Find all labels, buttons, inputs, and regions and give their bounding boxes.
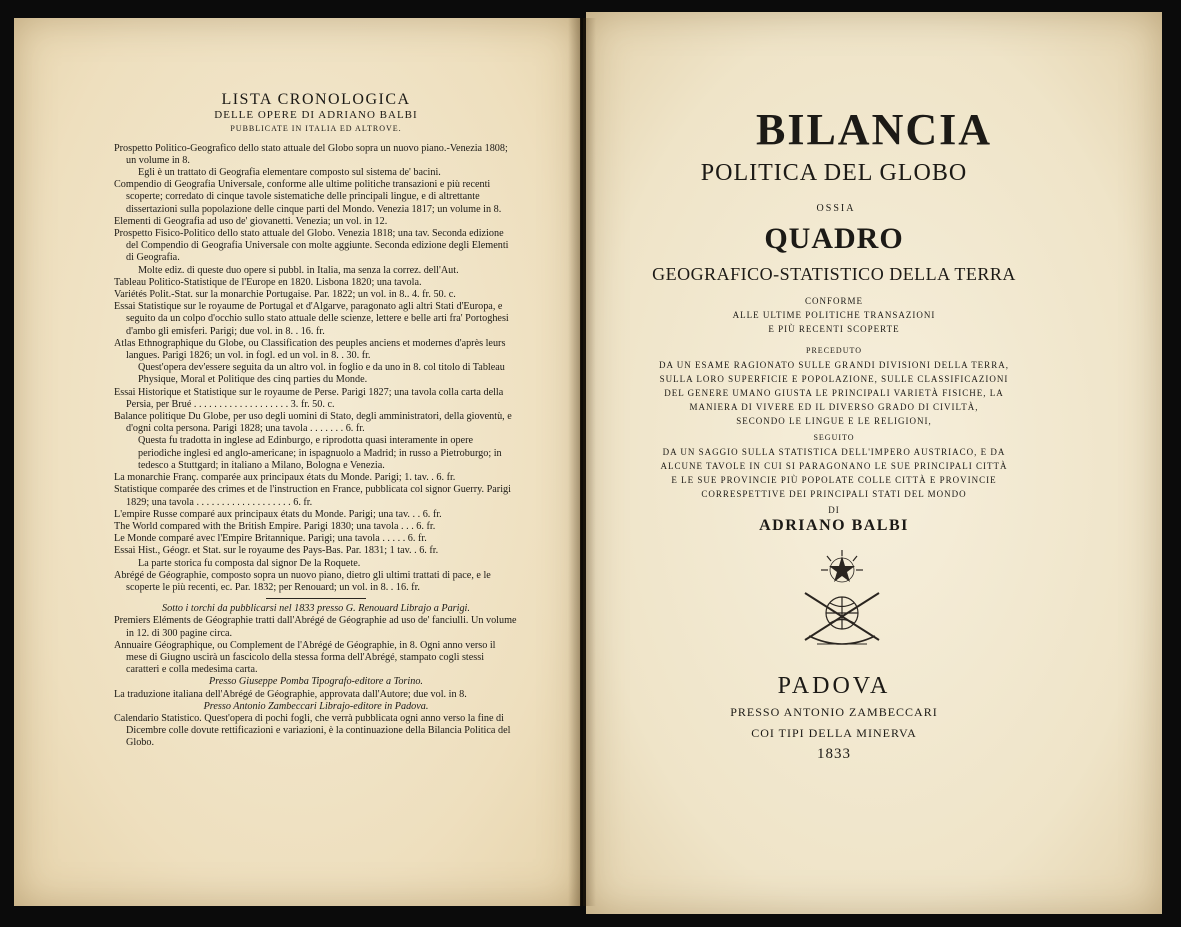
list-title: LISTA CRONOLOGICA (221, 91, 411, 108)
list-entry: Le Monde comparé avec l'Empire Britannique. Parigi; una tavola . . . . . 6. fr. (114, 533, 427, 545)
preceduto-line: DEL GENERE UMANO GIUSTA LE PRINCIPALI VARIETÀ FISICHE, LA (664, 388, 1004, 398)
list-entry: Essai Statistique sur le royaume de Portugal et d'Algarve, paragonato agli altri Stati d'Europa, e seguito da un colpo d'occhio sullo stato attuale delle scienze, lettere e belle arti fra' Portoghesi d'ambo gli emisferi. Parigi; due vol. in 8. . 16. fr. (114, 301, 509, 337)
list-entry: Essai Historique et Statistique sur le royaume de Perse. Parigi 1827; una tavola colla carta della Persia, per Brué . . . . . . . . . . . . . . . . . . . 3. fr. 50. c. (114, 386, 504, 410)
publisher-note: Presso Antonio Zambeccari Librajo-editore in Padova. (203, 700, 429, 712)
preceduto-line: SECONDO LE LINGUE E LE RELIGIONI, (736, 416, 932, 426)
chronological-list (114, 91, 518, 750)
list-note: Egli è un trattato di Geografia elementare composto sul sistema de' bacini. (138, 167, 441, 179)
seguito-label: SEGUITO (813, 433, 855, 442)
imprint-publisher: PRESSO ANTONIO ZAMBECCARI (730, 705, 938, 719)
seguito-line: ALCUNE TAVOLE IN CUI SI PARAGONANO LE SUE PRINCIPALI CITTÀ (660, 461, 1008, 471)
ossia-label: OSSIA (816, 203, 856, 214)
book-title: BILANCIA (755, 105, 993, 154)
author-name: ADRIANO BALBI (759, 517, 909, 534)
seguito-line: DA UN SAGGIO SULLA STATISTICA DELL'IMPERO AUSTRIACO, E DA (662, 447, 1006, 457)
list-note: Quest'opera dev'essere seguita da un altro vol. in foglio e da uno in 8. col titolo di Tableau Physique, Moral et Politique des cinq parties du Monde. (138, 362, 505, 386)
preceduto-line: DA UN ESAME RAGIONATO SULLE GRANDI DIVISIONI DELLA TERRA, (659, 360, 1009, 370)
list-entry: Abrégé de Géographie, composto sopra un nuovo piano, dietro gli ultimi trattati di pace, e le scoperte le più recenti, ec. Par. 1832; per Renouard; un vol. in 8. . 16. fr. (114, 569, 491, 593)
list-entry: Premiers Eléments de Géographie tratti dall'Abrégé de Géographie ad uso de' fanciulli. Un volume in 12. di 300 pagine circa. (114, 615, 517, 639)
list-subtitle-2: PUBBLICATE IN ITALIA ED ALTROVE. (230, 124, 402, 134)
imprint-printer: COI TIPI DELLA MINERVA (751, 726, 917, 740)
list-entry: The World compared with the British Empire. Parigi 1830; una tavola . . . 6. fr. (114, 520, 436, 532)
imprint-city: PADOVA (777, 673, 891, 699)
list-subtitle: DELLE OPERE DI ADRIANO BALBI (214, 109, 418, 122)
star-burst-icon (821, 550, 863, 582)
list-note: Questa fu tradotta in inglese ad Edinburgo, e riprodotta quasi interamente in opere periodiche inglesi ed anglo-americane; in ispagnuolo a Madrid; in russo a Pietroburgo; in tedesco a Stuttgard; in italiano a Milano, Bologna e Venezia. (138, 435, 502, 471)
list-entry: Prospetto Fisico-Politico dello stato attuale del Globo. Venezia 1818; una tav. Seconda edizione del Compendio di Geografia Universale con molte aggiunte. Seconda edizione degli Elementi di Geografia. (114, 228, 509, 264)
list-entry: Calendario Statistico. Quest'opera di pochi fogli, che verrà pubblicata ogni anno verso la fine di Dicembre colle dovute rettificazioni e variazioni, è la continuazione della Bilancia Politica del Globo. (114, 712, 511, 749)
list-entry: Variétés Polit.-Stat. sur la monarchie Portugaise. Par. 1822; un vol. in 8.. 4. fr. 50. c. (114, 289, 456, 301)
subtitle-quadro: QUADRO (764, 222, 904, 255)
list-entry: Annuaire Géographique, ou Complement de l'Abrégé de Géographie, in 8. Ogni anno verso il mese di Giugno uscirà un fascicolo della stessa forma dell'Abrégé, stampato cogli stessi caratteri e colla medesima carta. (114, 639, 496, 676)
seguito-line: CORRESPETTIVE DEI PRINCIPALI STATI DEL MONDO (701, 489, 967, 499)
list-entry: La monarchie Franç. comparée aux principaux états du Monde. Parigi; 1. tav. . 6. fr. (114, 472, 456, 484)
conforme-line: ALLE ULTIME POLITICHE TRANSAZIONI (732, 310, 936, 320)
imprint-year: 1833 (817, 746, 851, 762)
list-entry: Essai Hist., Géogr. et Stat. sur le royaume des Pays-Bas. Par. 1831; 1 tav. . 6. fr. (114, 545, 439, 557)
list-entry: Statistique comparée des crimes et de l'instruction en France, pubblicata col signor Guerry. Parigi 1829; una tavola . . . . . . . . . . . . . . . . . . . 6. fr. (114, 484, 511, 508)
minerva-emblem (797, 548, 887, 658)
preceduto-label: PRECEDUTO (806, 346, 862, 355)
di-label: DI (828, 505, 840, 515)
publisher-note: Sotto i torchi da pubblicarsi nel 1833 presso G. Renouard Librajo a Parigi. (162, 603, 470, 615)
list-entry: Elementi di Geografia ad uso de' giovanetti. Venezia; un vol. in 12. (114, 215, 388, 227)
list-entry: Compendio di Geografia Universale, conforme alle ultime politiche transazioni e più recenti scoperte; corredato di cinque tavole sistematiche delle principali lingue, e di altrettante dissertazioni sulla popolazione delle cinque parti del Mondo. Venezia 1817; un volume in 8. (114, 179, 502, 215)
list-entry: Atlas Ethnographique du Globe, ou Classification des peuples anciens et modernes d'après leurs langues. Parigi 1826; un vol. in fogl. ed un vol. in 8. . 30. fr. (114, 337, 506, 362)
conforme-line: E PIÙ RECENTI SCOPERTE (768, 324, 900, 334)
subtitle-geo: GEOGRAFICO-STATISTICO DELLA TERRA (652, 264, 1016, 284)
divider (266, 598, 366, 599)
title-line-2: POLITICA DEL GLOBO (700, 160, 968, 186)
list-entry: Tableau Politico-Statistique de l'Europe en 1820. Lisbona 1820; una tavola. (114, 276, 422, 288)
conforme-label: CONFORME (804, 296, 863, 306)
list-entry: L'empire Russe comparé aux principaux états du Monde. Parigi; una tav. . . 6. fr. (114, 508, 442, 520)
list-entry: Prospetto Politico-Geografico dello stato attuale del Globo sopra un nuovo piano.-Venezia 1808; un volume in 8. (114, 142, 508, 166)
list-note: La parte storica fu composta dal signor De la Roquete. (138, 557, 361, 569)
publisher-note: Presso Giuseppe Pomba Tipografo-editore a Torino. (209, 676, 423, 688)
list-entry: La traduzione italiana dell'Abrégé de Géographie, approvata dall'Autore; due vol. in 8. (114, 688, 467, 700)
list-note: Molte ediz. di queste duo opere si pubbl. in Italia, ma senza la correz. dell'Aut. (138, 264, 459, 276)
preceduto-line: MANIERA DI VIVERE ED IL DIVERSO GRADO DI CIVILTÀ, (689, 402, 979, 412)
seguito-line: E LE SUE PROVINCIE PIÙ POPOLATE COLLE CITTÀ E PROVINCIE (671, 475, 997, 485)
preceduto-line: SULLA LORO SUPERFICIE E POPOLAZIONE, SULLE CLASSIFICAZIONI (659, 374, 1009, 384)
list-entry: Balance politique Du Globe, per uso degli uomini di Stato, degli amministratori, della gioventù, e d'ogni colta persona. Parigi 1828; una tavola . . . . . . . 6. fr. (114, 411, 512, 435)
